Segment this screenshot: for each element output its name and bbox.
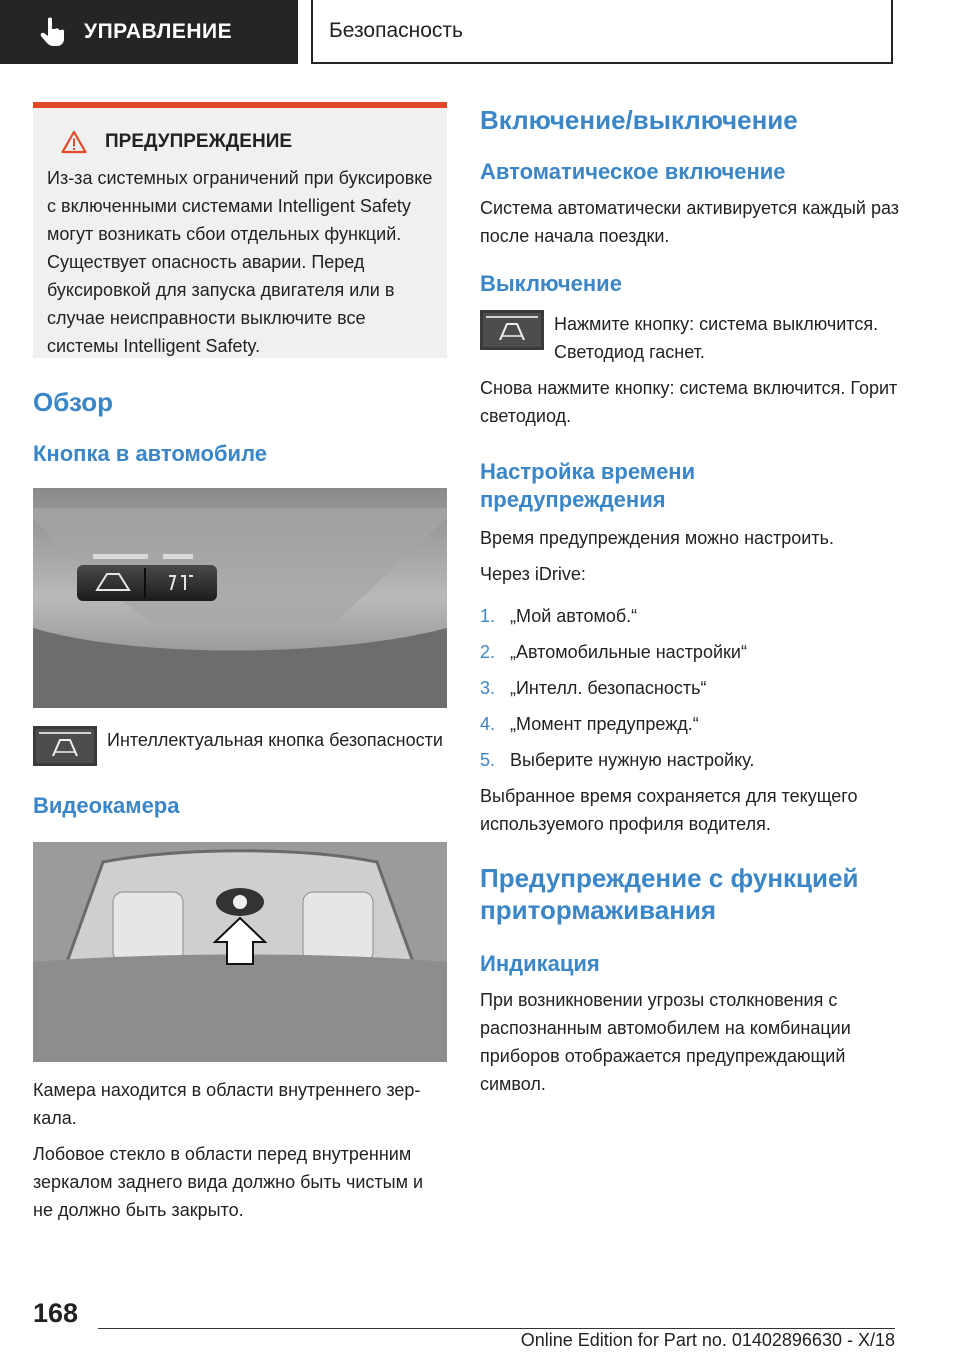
pointing-hand-icon [36,15,70,49]
timing-intro: Время предупреждения можно настроить. [480,528,834,548]
onoff-heading: Включение/выключение [480,105,798,135]
off-text: Снова нажмите кнопку: система включится. Горит светодиод. [480,378,898,426]
page-number: 168 [33,1298,79,1328]
off-heading: Выключение [480,271,622,296]
button-caption-row [33,726,447,766]
warning-text: Из-за системных ограничений при буксировке с включенными системами Intelligent Safety могут возникать сбои отдельных функций. Существует опасность аварии. Перед буксировкой для запуска двигателя или в случае неисправности выключите все системы Intelligent Safety. [47,168,433,356]
list-item [480,746,900,774]
step-number: 3. [480,678,496,698]
step-number: 5. [480,750,496,770]
timing-heading: Настройка времени предупреждения [480,459,696,512]
braking-heading: Предупреждение с функцией притормаживания [480,863,859,925]
camera-photo [33,842,447,1062]
step-text: „Момент предупрежд.“ [510,714,699,734]
camera-heading: Видеокамера [33,793,180,818]
step-text: „Автомобильные настройки“ [510,642,747,662]
camera-photo-image [33,842,447,1062]
button-photo-image [33,488,447,708]
footer-divider [98,1328,895,1329]
off-icon-row [480,310,900,366]
list-item [480,674,900,702]
list-item [480,710,900,738]
step-number: 1. [480,606,496,626]
idrive-steps [480,602,900,774]
indication-heading: Индикация [480,951,600,976]
safety-button-icon [480,310,544,350]
right-column [480,102,900,1106]
timing-via: Через iDrive: [480,564,586,584]
safety-button-icon [33,726,97,766]
step-number: 4. [480,714,496,734]
step-number: 2. [480,642,496,662]
overview-heading: Обзор [33,387,113,417]
button-photo [33,488,447,708]
warning-box [33,102,447,358]
warning-title [61,130,433,154]
button-caption: Интеллектуальная кнопка безопасности [107,730,443,750]
button-heading: Кнопка в автомобиле [33,441,267,466]
left-column [33,102,447,1232]
auto-heading: Автоматическое включение [480,159,786,184]
list-item [480,638,900,666]
step-text: „Интелл. безопасность“ [510,678,707,698]
camera-p2: Лобовое стекло в области перед внутренним зеркалом заднего вида должно быть чистым и не должно быть закрыто. [33,1144,424,1220]
subsection-title: Безопасность [311,0,893,64]
list-item [480,602,900,630]
step-text: „Мой автомоб.“ [510,606,638,626]
camera-p1: Камера находится в области внутреннего зеркала. [33,1080,421,1128]
section-tab [0,0,298,64]
timing-outro: Выбранное время сохраняется для текущего используемого профиля водителя. [480,786,858,834]
step-text: Выберите нужную настройку. [510,750,755,770]
indication-text: При возникновении угрозы столкновения с распознанным автомобилем на комбинации приборов отображается предупреждающий символ. [480,990,851,1094]
warning-title-text: ПРЕДУПРЕЖДЕНИЕ [105,131,293,152]
off-icon-text: Нажмите кнопку: система выключится. Светодиод гаснет. [554,314,879,362]
footer-edition: Online Edition for Part no. 01402896630 - X/18 [520,1330,895,1350]
warning-triangle-icon [61,130,87,154]
section-tab-label: УПРАВЛЕНИЕ [84,20,233,43]
auto-text: Система автоматически активируется каждый раз после начала поездки. [480,198,900,246]
